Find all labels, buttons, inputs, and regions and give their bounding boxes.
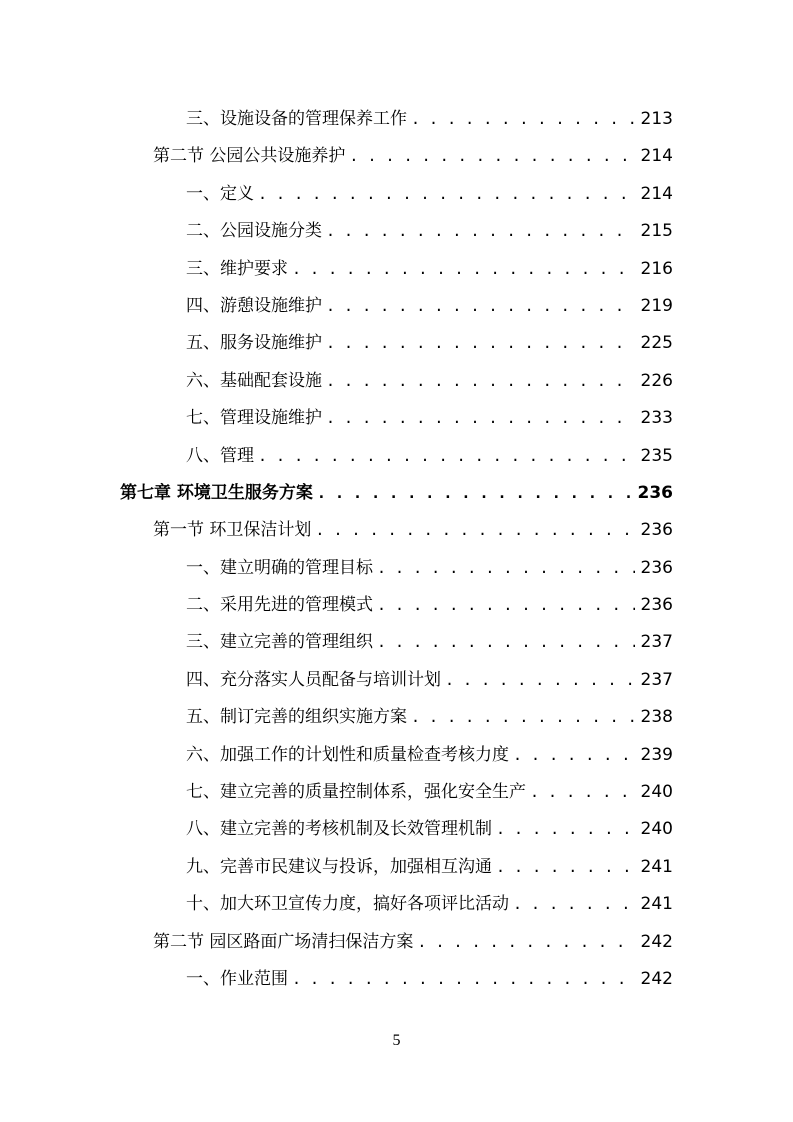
toc-entry[interactable] [0,699,793,736]
toc-dot-leader [292,961,635,998]
toc-entry-title: 七、管理设施维护 [186,408,322,429]
toc-entry-title: 四、充分落实人员配备与培训计划 [186,669,441,690]
toc-entry[interactable] [0,176,793,213]
toc-entry-page: 216 [640,258,673,279]
toc-entry-page: 237 [640,669,673,690]
toc-entry[interactable] [0,213,793,250]
toc-entry[interactable] [0,849,793,886]
toc-entry-title: 二、采用先进的管理模式 [186,595,373,616]
toc-dot-leader [292,251,635,288]
toc-entry-title: 五、服务设施维护 [186,333,322,354]
toc-entry[interactable] [0,475,793,512]
toc-entry-page: 236 [640,520,673,541]
toc-dot-leader [513,737,635,774]
toc-dot-leader [496,811,635,848]
toc-entry-page: 213 [640,109,673,129]
toc-entry-page: 236 [637,482,673,503]
toc-entry-page: 240 [640,782,673,803]
toc-entry-page: 241 [640,856,673,877]
toc-dot-leader [326,400,635,437]
toc-entry[interactable] [0,363,793,400]
toc-entry[interactable] [0,624,793,661]
toc-entry-title: 八、管理 [186,445,254,466]
toc-entry-title: 四、游憩设施维护 [186,295,322,316]
toc-dot-leader [326,325,635,362]
toc-entry[interactable] [0,325,793,362]
toc-entry[interactable] [0,924,793,961]
toc-entry[interactable] [0,662,793,699]
toc-entry-title: 三、维护要求 [186,258,288,279]
toc-entry[interactable] [0,811,793,848]
toc-entry-title: 第二节 园区路面广场清扫保洁方案 [153,931,414,952]
table-of-contents [0,101,793,998]
toc-entry[interactable] [0,774,793,811]
toc-entry-title: 五、制订完善的组织实施方案 [186,707,407,728]
toc-entry-page: 238 [640,707,673,728]
toc-dot-leader [258,438,635,475]
toc-entry-page: 242 [640,931,673,952]
toc-entry[interactable] [0,550,793,587]
toc-dot-leader [258,176,635,213]
toc-dot-leader [317,475,632,512]
toc-entry-title: 六、加强工作的计划性和质量检查考核力度 [186,744,509,765]
toc-dot-leader [326,213,635,250]
toc-entry-title: 第二节 公园公共设施养护 [153,146,346,167]
toc-entry[interactable] [0,886,793,923]
toc-entry[interactable] [0,101,793,138]
toc-dot-leader [496,849,635,886]
toc-dot-leader [513,886,635,923]
toc-entry-page: 214 [640,183,673,204]
toc-entry-page: 241 [640,894,673,915]
toc-entry[interactable] [0,400,793,437]
toc-entry-page: 233 [640,408,673,429]
toc-entry-title: 一、作业范围 [186,968,288,989]
toc-entry-page: 237 [640,632,673,653]
toc-entry-page: 240 [640,819,673,840]
toc-entry-page: 226 [640,370,673,391]
toc-entry-page: 219 [640,295,673,316]
toc-entry-title: 九、完善市民建议与投诉，加强相互沟通 [186,856,492,877]
toc-dot-leader [326,288,635,325]
toc-dot-leader [445,662,635,699]
toc-entry-title: 十、加大环卫宣传力度，搞好各项评比活动 [186,894,509,915]
toc-entry[interactable] [0,251,793,288]
toc-dot-leader [315,512,634,549]
toc-dot-leader [530,774,635,811]
toc-dot-leader [377,587,635,624]
toc-entry-title: 六、基础配套设施 [186,370,322,391]
toc-entry[interactable] [0,512,793,549]
toc-dot-leader [377,624,635,661]
toc-entry-page: 215 [640,221,673,242]
toc-entry-title: 一、建立明确的管理目标 [186,557,373,578]
toc-entry-page: 239 [640,744,673,765]
toc-entry-page: 235 [640,445,673,466]
toc-entry-title: 七、建立完善的质量控制体系，强化安全生产 [186,782,526,803]
toc-entry-title: 第七章 环境卫生服务方案 [120,482,313,503]
toc-dot-leader [326,363,635,400]
toc-entry-title: 二、公园设施分类 [186,221,322,242]
toc-entry-title: 三、建立完善的管理组织 [186,632,373,653]
toc-entry-title: 三、设施设备的管理保养工作 [186,109,407,129]
toc-dot-leader [377,550,635,587]
toc-entry[interactable] [0,138,793,175]
toc-dot-leader [417,924,634,961]
toc-dot-leader [349,138,634,175]
toc-entry-title: 八、建立完善的考核机制及长效管理机制 [186,819,492,840]
toc-entry[interactable] [0,587,793,624]
toc-entry[interactable] [0,438,793,475]
toc-entry[interactable] [0,737,793,774]
toc-entry-title: 第一节 环卫保洁计划 [153,520,312,541]
toc-entry-page: 214 [640,146,673,167]
page-number: 5 [392,1032,401,1049]
toc-entry[interactable] [0,288,793,325]
toc-dot-leader [411,101,635,138]
toc-entry-page: 236 [640,557,673,578]
toc-entry-title: 一、定义 [186,183,254,204]
toc-entry[interactable] [0,961,793,998]
toc-dot-leader [411,699,635,736]
toc-entry-page: 242 [640,968,673,989]
toc-entry-page: 236 [640,595,673,616]
toc-entry-page: 225 [640,333,673,354]
